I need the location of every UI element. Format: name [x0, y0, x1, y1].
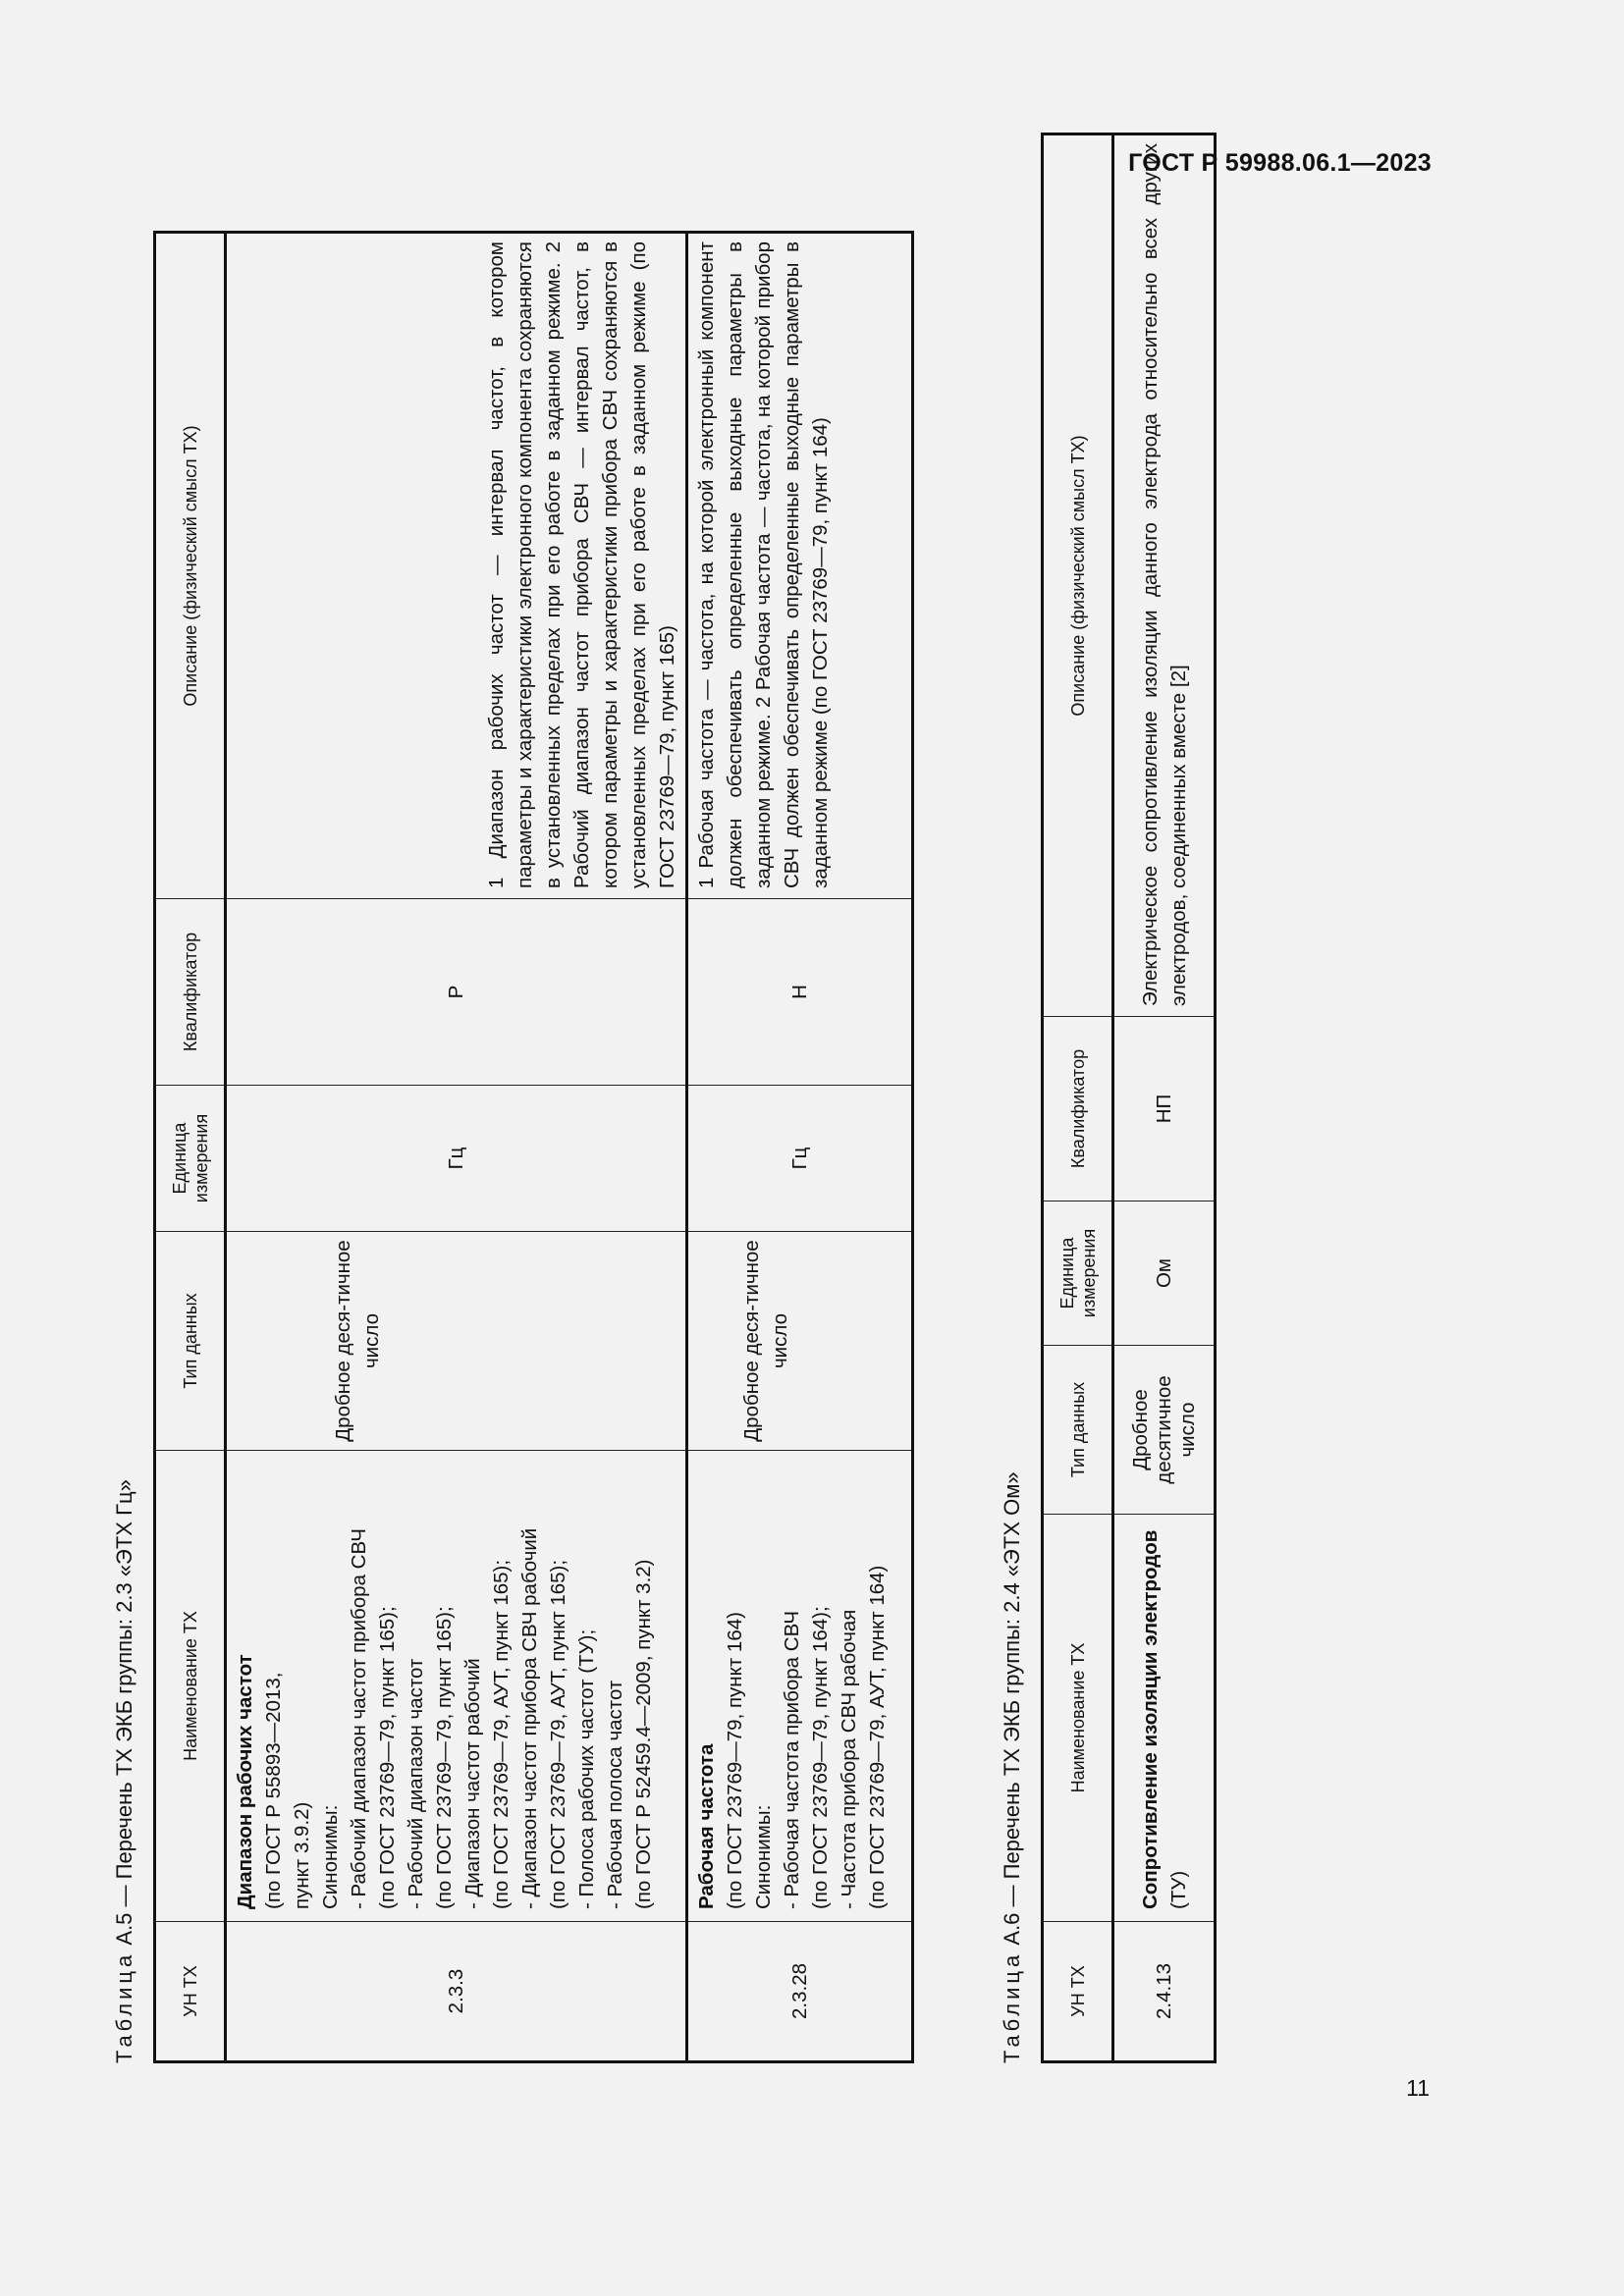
row-qualifier: Р — [226, 899, 687, 1086]
table-a5-caption — [110, 232, 153, 2063]
page-number: 11 — [1406, 2075, 1430, 2101]
row-name-title: Диапазон рабочих частот — [234, 1654, 256, 1909]
col-header-id: УН ТХ — [155, 1922, 226, 2062]
row-name-line: - Рабочая полоса частот — [604, 1680, 626, 1909]
col-header-id: УН ТХ — [1043, 1922, 1113, 2062]
row-name-line: - Полоса рабочих частот (ТУ); — [575, 1629, 598, 1909]
row-name-line: (по ГОСТ 23769—79, АУТ, пункт 165); — [490, 1559, 513, 1909]
row-unit: Ом — [1113, 1201, 1216, 1346]
table-row — [687, 233, 913, 2062]
col-header-name: Наименование ТХ — [1043, 1515, 1113, 1922]
row-name-line: пункт 3.9.2) — [291, 1801, 313, 1909]
row-name-line: (по ГОСТ 23769—79, пункт 164) — [724, 1612, 746, 1909]
row-unit: Гц — [226, 1086, 687, 1232]
col-header-unit: Единица измерения — [155, 1086, 226, 1232]
row-name-line: - Рабочий диапазон частот — [405, 1658, 427, 1909]
row-name-line: (по ГОСТ Р 55893—2013, — [262, 1672, 285, 1909]
row-data-type: Дробное десятичное число — [1113, 1346, 1216, 1515]
row-description: 1 Рабочая частота — частота, на которой электронный компонент должен обеспечивать определенные выходные параметры в заданном режиме. 2 Рабочая частота — частота, на которой прибор СВЧ должен обеспечивать определенные выходные параметры в заданном режиме (по ГОСТ 23769—79, пункт 164) — [687, 233, 913, 899]
caption-prefix: Таблица — [112, 1950, 136, 2063]
row-description: Электрическое сопротивление изоляции данного электрода относительно всех других электродов, соединенных вместе [2] — [1113, 134, 1216, 1017]
row-name-line: (по ГОСТ 23769—79, пункт 164); — [809, 1606, 832, 1909]
table-row — [1113, 134, 1216, 2062]
row-name-title: Рабочая частота — [695, 1743, 718, 1909]
table-header-row — [155, 233, 226, 2062]
row-id: 2.4.13 — [1113, 1922, 1216, 2062]
row-name-line: (по ГОСТ 23769—79, АУТ, пункт 165); — [547, 1559, 569, 1909]
row-name-line: (по ГОСТ 23769—79, пункт 165); — [376, 1606, 399, 1909]
row-name-line: - Рабочая частота прибора СВЧ — [781, 1611, 803, 1909]
row-name — [687, 1451, 913, 1922]
table-header-row — [1043, 134, 1113, 2062]
table-a6 — [1041, 133, 1217, 2063]
row-name-line: - Рабочий диапазон частот прибора СВЧ — [348, 1528, 370, 1909]
row-description: 1 Диапазон рабочих частот — интервал частот, в котором параметры и характеристики электронного компонента сохраняются в установленных пределах при его работе в заданном режиме. 2 Рабочий диапазон частот прибора СВЧ — интервал частот, в котором параметры и характеристики прибора СВЧ сохраняются в установленных пределах при его работе в заданном режиме (по ГОСТ 23769—79, пункт 165) — [226, 233, 687, 899]
row-name — [226, 1451, 687, 1922]
row-name-line: (по ГОСТ 23769—79, пункт 165); — [433, 1606, 456, 1909]
caption-text: А.6 — Перечень ТХ ЭКБ группы: 2.4 «ЭТХ Ом» — [1000, 1471, 1024, 1946]
col-header-qualifier: Квалификатор — [1043, 1017, 1113, 1201]
table-a6-caption — [998, 232, 1041, 2063]
row-name — [1113, 1515, 1216, 1922]
col-header-unit: Единица измерения — [1043, 1201, 1113, 1346]
table-row — [226, 233, 687, 2062]
col-header-name: Наименование ТХ — [155, 1451, 226, 1922]
caption-prefix: Таблица — [1000, 1950, 1024, 2063]
row-name-line: Синонимы: — [319, 1804, 342, 1909]
row-data-type: Дробное деся-тичное число — [687, 1232, 913, 1451]
row-qualifier: Н — [687, 899, 913, 1086]
row-name-line: - Диапазон частот рабочий — [461, 1658, 484, 1909]
row-name-title: Сопротивление изоляции электродов — [1138, 1529, 1162, 1909]
col-header-description: Описание (физический смысл ТХ) — [155, 233, 226, 899]
table-a5 — [153, 231, 914, 2063]
row-unit: Гц — [687, 1086, 913, 1232]
col-header-data-type: Тип данных — [1043, 1346, 1113, 1515]
col-header-data-type: Тип данных — [155, 1232, 226, 1451]
table-a6-block — [998, 143, 1217, 2063]
col-header-description: Описание (физический смысл ТХ) — [1043, 134, 1113, 1017]
document-id: ГОСТ Р 59988.06.1—2023 — [1128, 149, 1432, 177]
row-name-line: - Частота прибора СВЧ рабочая — [838, 1609, 860, 1909]
row-name-line: - Диапазон частот прибора СВЧ рабочий — [518, 1527, 541, 1909]
row-id: 2.3.28 — [687, 1922, 913, 2062]
row-name-line: Синонимы: — [752, 1804, 775, 1909]
table-a5-block — [110, 232, 914, 2063]
col-header-qualifier: Квалификатор — [155, 899, 226, 1086]
row-name-line: (по ГОСТ 23769—79, АУТ, пункт 164) — [866, 1565, 889, 1909]
row-data-type: Дробное деся-тичное число — [226, 1232, 687, 1451]
row-name-suffix: (ТУ) — [1166, 1870, 1190, 1909]
row-qualifier: НП — [1113, 1017, 1216, 1201]
row-id: 2.3.3 — [226, 1922, 687, 2062]
row-name-line: (по ГОСТ Р 52459.4—2009, пункт 3.2) — [632, 1559, 655, 1909]
caption-text: А.5 — Перечень ТХ ЭКБ группы: 2.3 «ЭТХ Гц» — [112, 1479, 136, 1946]
